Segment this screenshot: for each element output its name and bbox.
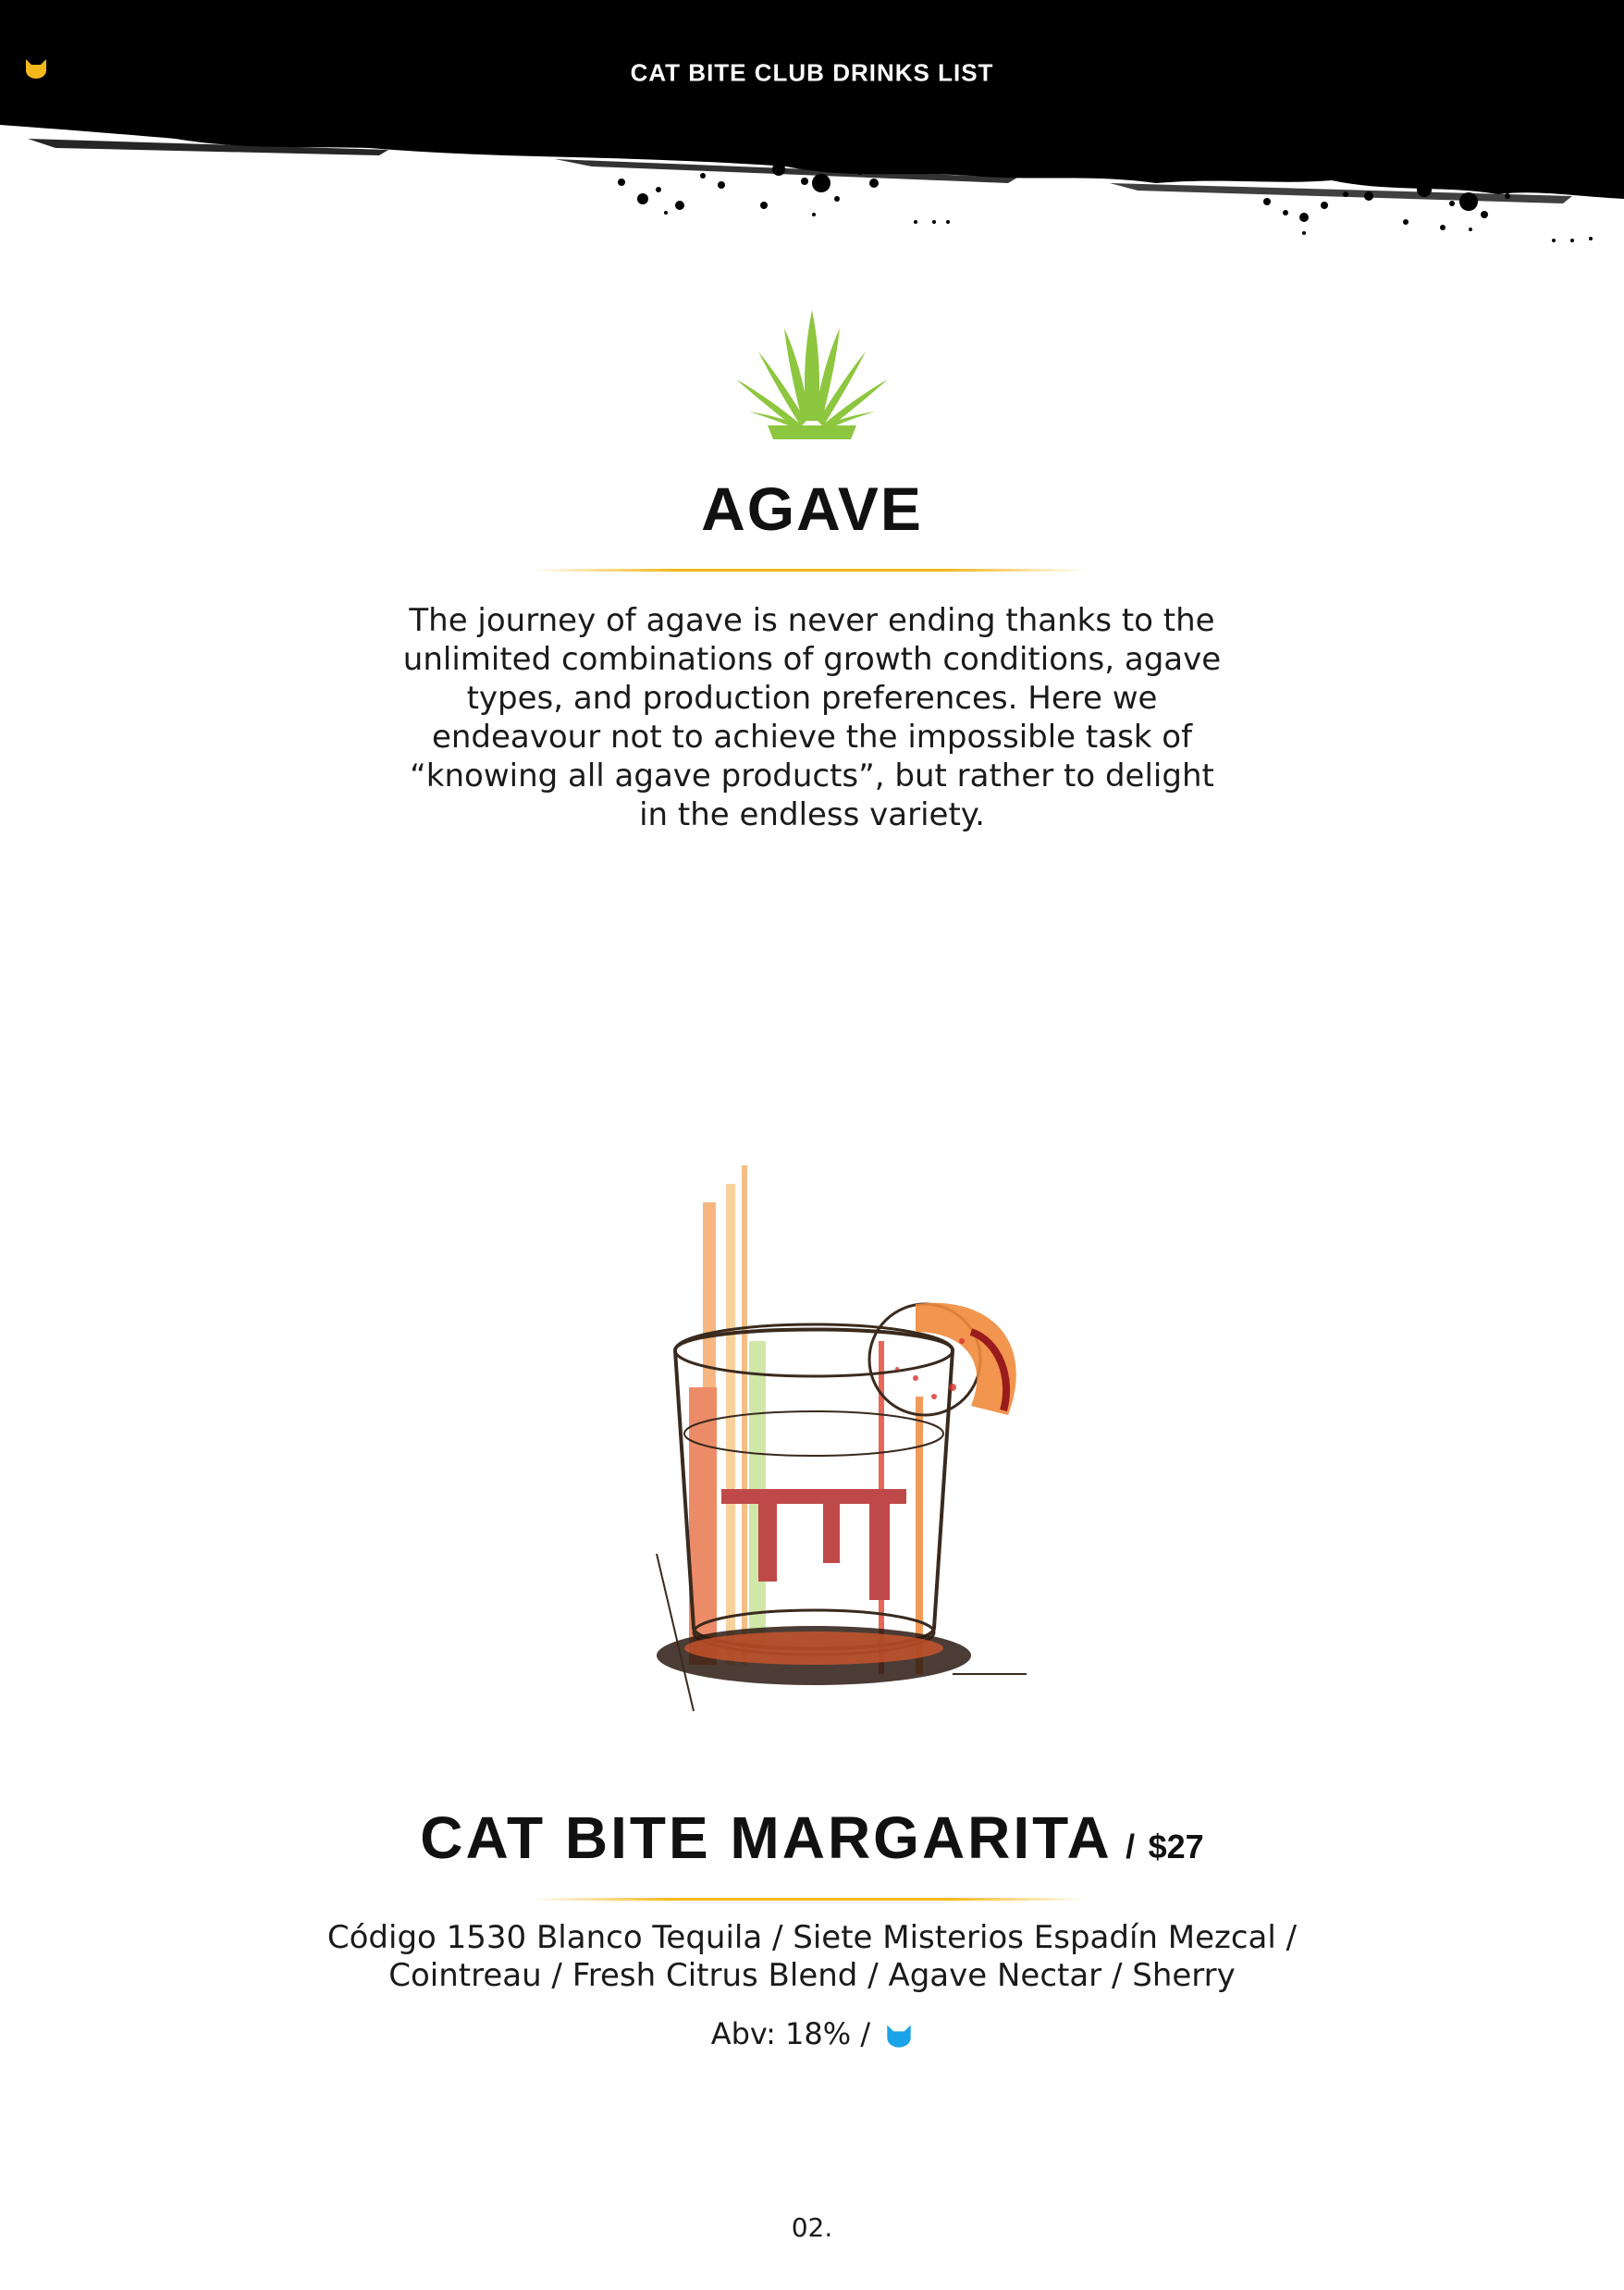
margarita-illustration: [638, 1156, 1054, 1720]
section-label: DRINKS LIST: [832, 58, 994, 87]
agave-icon: [731, 310, 893, 439]
section-description: The journey of agave is never ending thanks to the unlimited combinations of growth conditions, agave types, and production preferences. Here we endeavour not to achieve the impossible task of “knowing all agave products”, but rather to delight in the endless variety.: [402, 602, 1222, 833]
page-number: 02.: [791, 2212, 833, 2243]
drink-underline: [532, 1898, 1087, 1901]
brush-stroke-header: [0, 0, 1624, 277]
price-separator: /: [1126, 1828, 1136, 1865]
drink-ingredients: [305, 1919, 1319, 1995]
drink-name: CAT BITE MARGARITA: [420, 1804, 1113, 1871]
header-breadcrumb: [0, 57, 1624, 88]
brand-label: CAT BITE CLUB: [630, 58, 825, 87]
title-underline: [532, 569, 1087, 572]
drink-price: $27: [1148, 1828, 1204, 1865]
ingredients-line-1: Código 1530 Blanco Tequila / Siete Misterios Espadín Mezcal /: [326, 1919, 1298, 1956]
ingredients-line-2: Cointreau / Fresh Citrus Blend / Agave Nectar / Sherry: [388, 1957, 1236, 1994]
abv-value: Abv: 18% /: [710, 2016, 871, 2051]
drink-abv: [0, 2016, 1624, 2051]
cat-head-icon: [24, 57, 48, 80]
drink-title: [0, 1804, 1624, 1872]
section-title: AGAVE: [701, 474, 923, 543]
cat-head-icon: [885, 2023, 913, 2049]
header-band: [0, 0, 1624, 277]
